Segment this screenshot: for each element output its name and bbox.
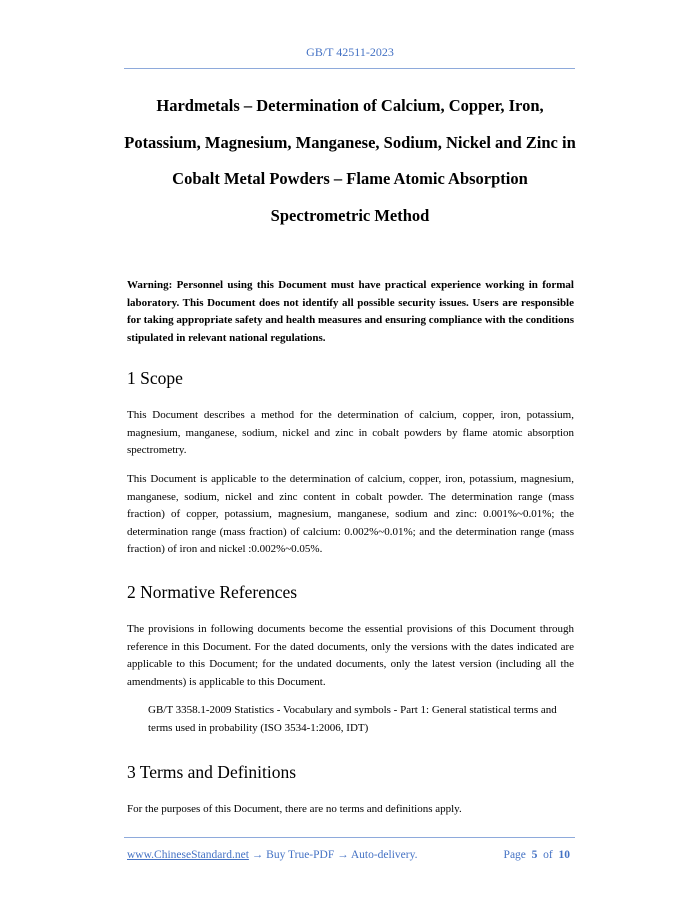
title-line: Hardmetals – Determination of Calcium, Copper, Iron, [156, 96, 544, 115]
page-label: Page [503, 849, 526, 861]
website-link[interactable]: www.ChineseStandard.net [127, 849, 249, 861]
section-heading-normative-references: 2 Normative References [127, 582, 298, 602]
terms-definitions-paragraph: For the purposes of this Document, there are no terms and definitions apply. [127, 803, 462, 815]
scope-paragraph-1: This Document describes a method for the determination of calcium, copper, iron, potassium, magnesium, manganese, sodium, nickel and zinc in cobalt powders by flame atomic absorption spectrometry. [127, 409, 574, 456]
normative-references-paragraph: The provisions in following documents become the essential provisions of this Document through reference in this Document. For the dated documents, only the versions with the dates indicated are applicable to this Document; for the undated documents, only the latest version (including all the amendments) is applicable to this Document. [127, 623, 574, 688]
warning-notice: Warning: Personnel using this Document must have practical experience working in formal laboratory. This Document does not identify all possible security issues. Users are responsible for taking appropriate safety and health measures and ensuring compliance with the conditions stipulated in relevant national regulations. [127, 279, 574, 344]
section-heading-scope: 1 Scope [127, 368, 183, 388]
footer-divider [124, 837, 575, 838]
page-total: 10 [558, 849, 570, 861]
page-number [504, 849, 570, 861]
document-title [110, 96, 590, 242]
title-line: Cobalt Metal Powders – Flame Atomic Absorption [172, 169, 528, 188]
title-line: Potassium, Magnesium, Manganese, Sodium, Nickel and Zinc in [124, 132, 576, 152]
header-divider [124, 68, 575, 69]
section-heading-terms-definitions: 3 Terms and Definitions [127, 762, 297, 782]
page-footer [127, 849, 574, 861]
scope-paragraph-2: This Document is applicable to the determination of calcium, copper, iron, potassium, magnesium, manganese, sodium, nickel and zinc content in cobalt powder. The determination range (mass fraction) of copper, potassium, magnesium, manganese, sodium and zinc: 0.001%~0.01%; the determination range (mass fraction) of calcium: 0.002%~0.01%; and the determination range (mass fraction) of iron and nickel :0.002%~0.05%. [127, 473, 574, 555]
page-of-label: of [543, 849, 553, 861]
page-current: 5 [531, 849, 538, 861]
title-line: Spectrometric Method [270, 205, 430, 225]
reference-item: GB/T 3358.1-2009 Statistics - Vocabulary and symbols - Part 1: General statistical terms and terms used in probability (ISO 3534-1:2006, IDT) [148, 704, 557, 734]
footer-promo-text: → Buy True-PDF → Auto-delivery. [251, 849, 418, 861]
standard-code-header: GB/T 42511-2023 [306, 45, 394, 59]
